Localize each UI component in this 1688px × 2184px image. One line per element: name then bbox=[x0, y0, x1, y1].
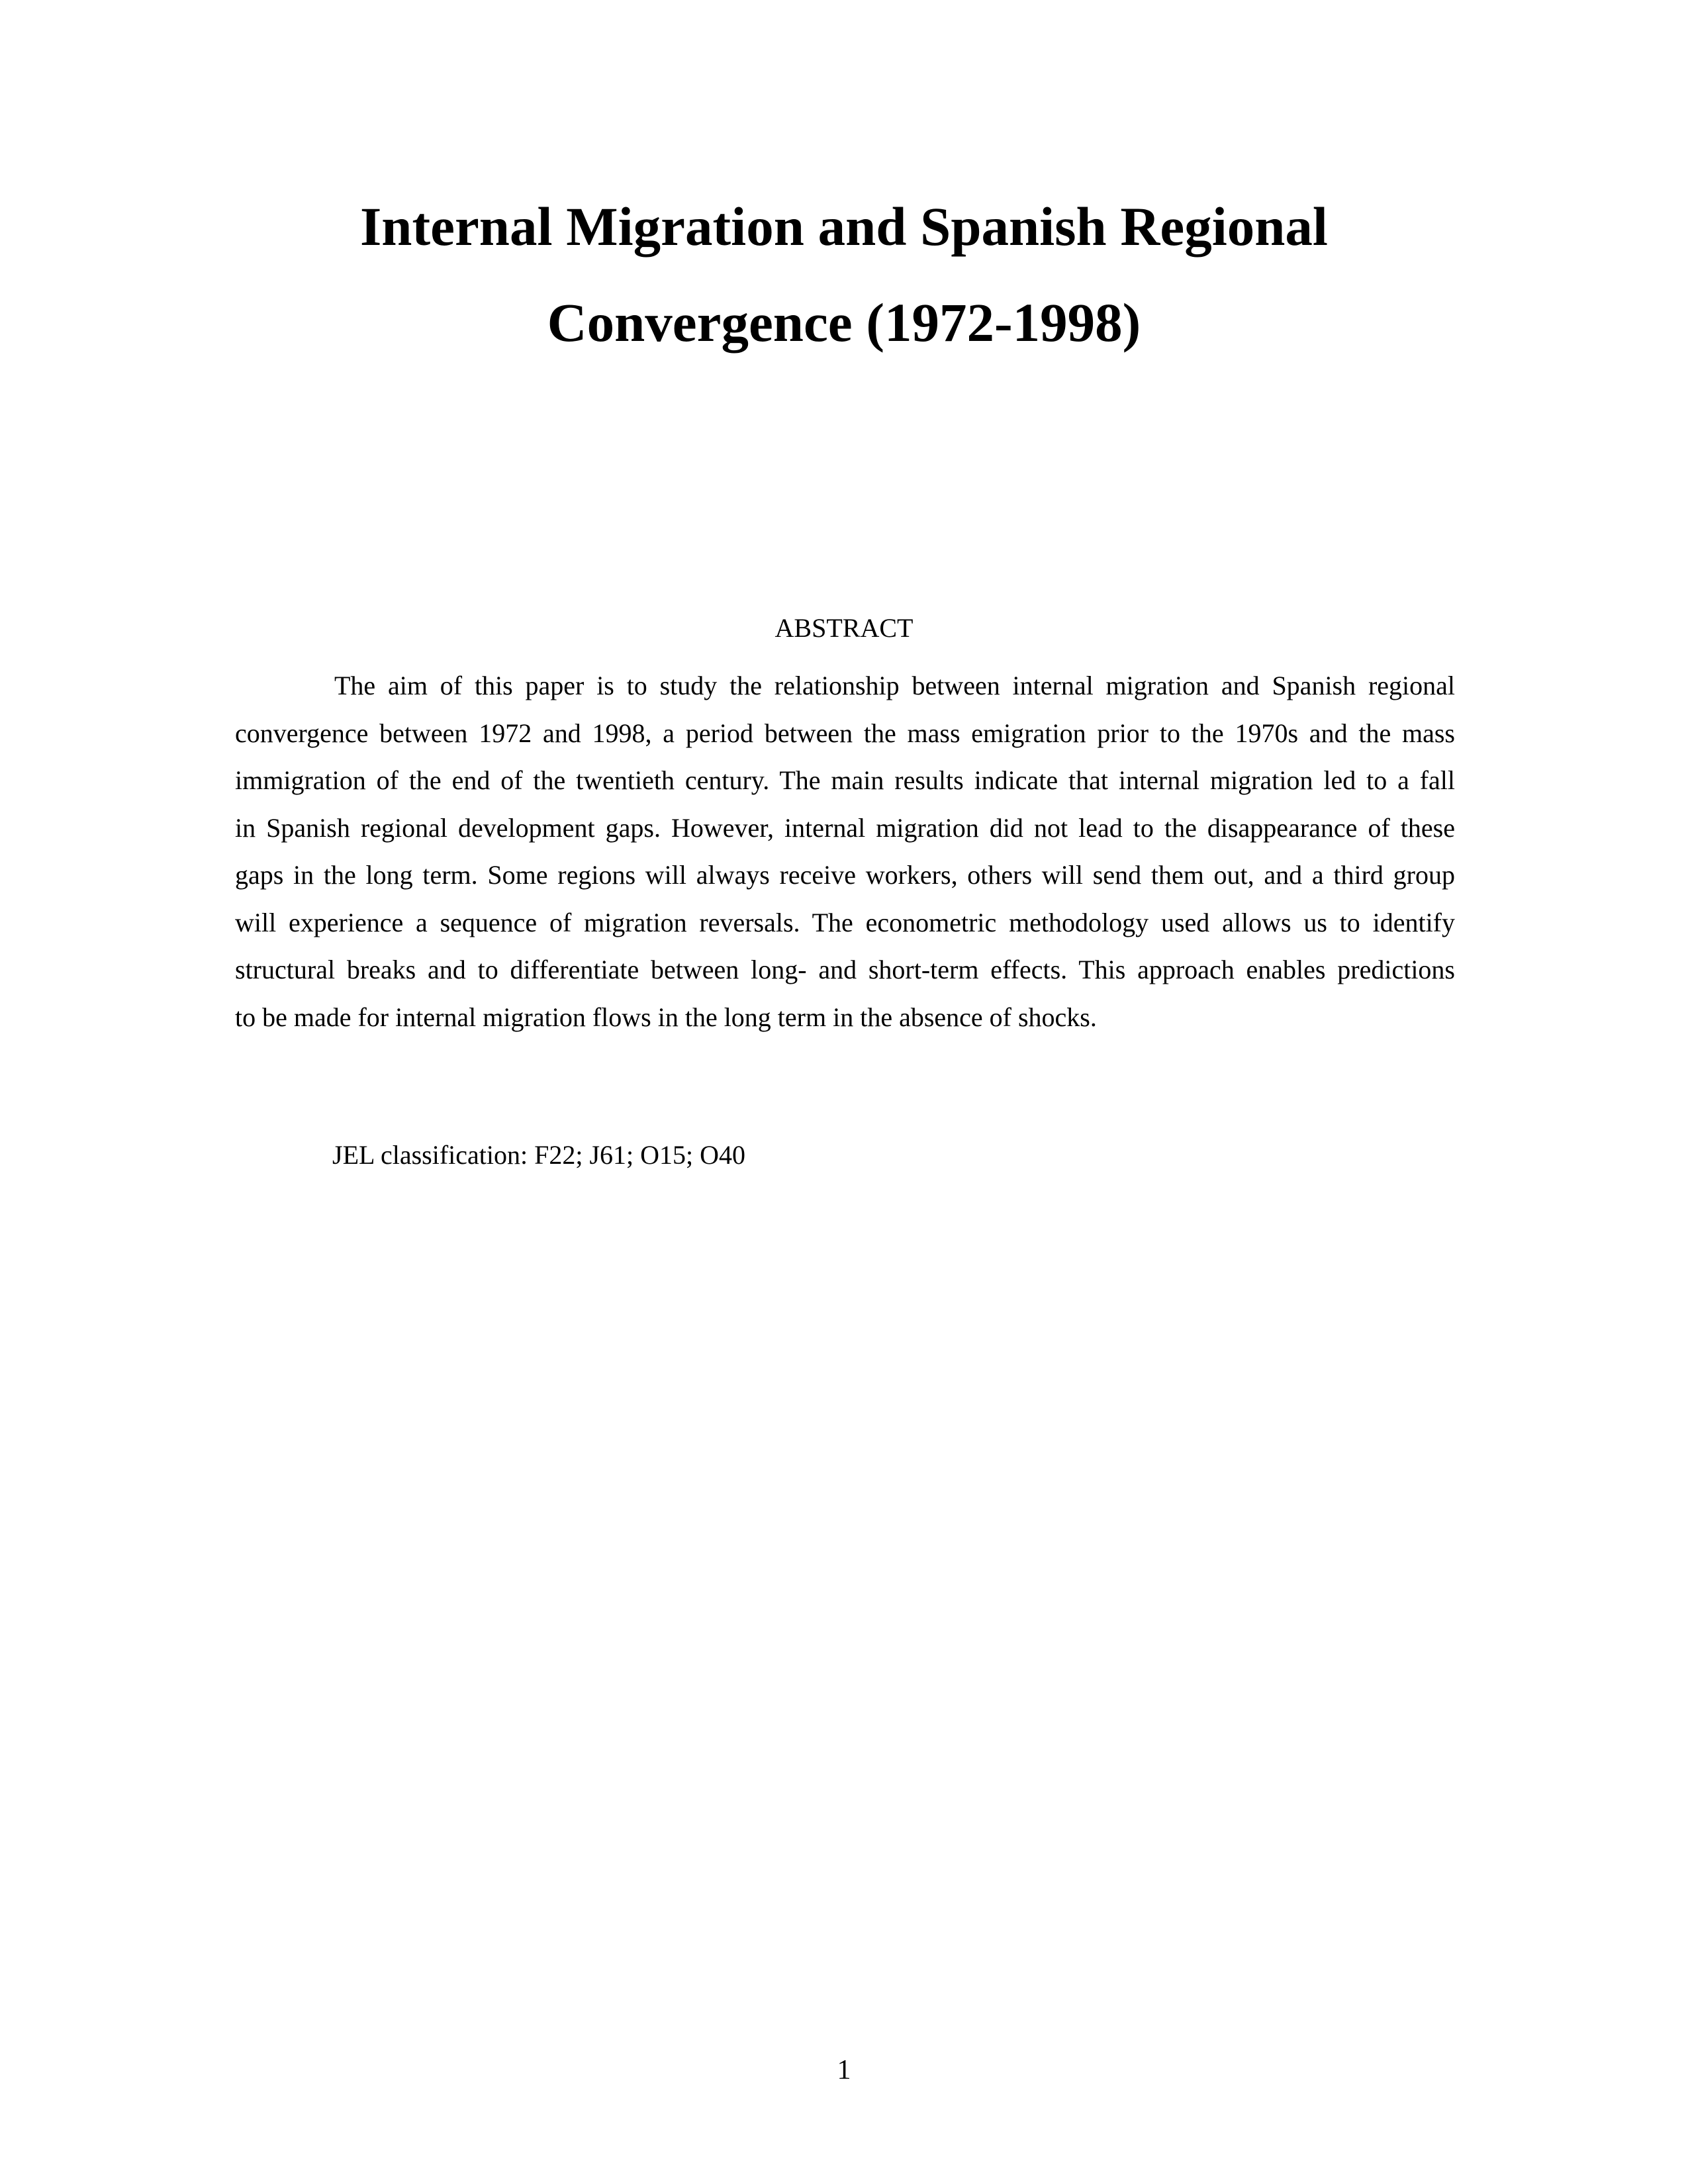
abstract-line: gaps in the long term. Some regions will always receive workers, others will send them out, and a third group bbox=[235, 860, 1455, 890]
abstract-line: in Spanish regional development gaps. However, internal migration did not lead to the disappearance of these bbox=[235, 812, 1455, 843]
paper-title-line-1: Internal Migration and Spanish Regional bbox=[360, 196, 1328, 257]
page-number: 1 bbox=[837, 2055, 851, 2085]
abstract-body bbox=[235, 662, 1455, 1041]
abstract-line: will experience a sequence of migration reversals. The econometric methodology used allows us to identify bbox=[235, 907, 1455, 937]
abstract-line: structural breaks and to differentiate between long- and short-term effects. This approach enables predictions bbox=[235, 955, 1455, 984]
abstract-heading: ABSTRACT bbox=[774, 613, 914, 643]
jel-classification: JEL classification: F22; J61; O15; O40 bbox=[332, 1140, 746, 1170]
abstract-line: convergence between 1972 and 1998, a period between the mass emigration prior to the 1970s and the mass bbox=[235, 718, 1455, 748]
abstract-line: The aim of this paper is to study the relationship between internal migration and Spanish regional bbox=[334, 671, 1455, 700]
abstract-line: to be made for internal migration flows in the long term in the absence of shocks. bbox=[235, 1002, 1097, 1032]
paper-title-line-2: Convergence (1972-1998) bbox=[547, 292, 1141, 353]
abstract-line: immigration of the end of the twentieth century. The main results indicate that internal migration led to a fall bbox=[235, 765, 1455, 795]
